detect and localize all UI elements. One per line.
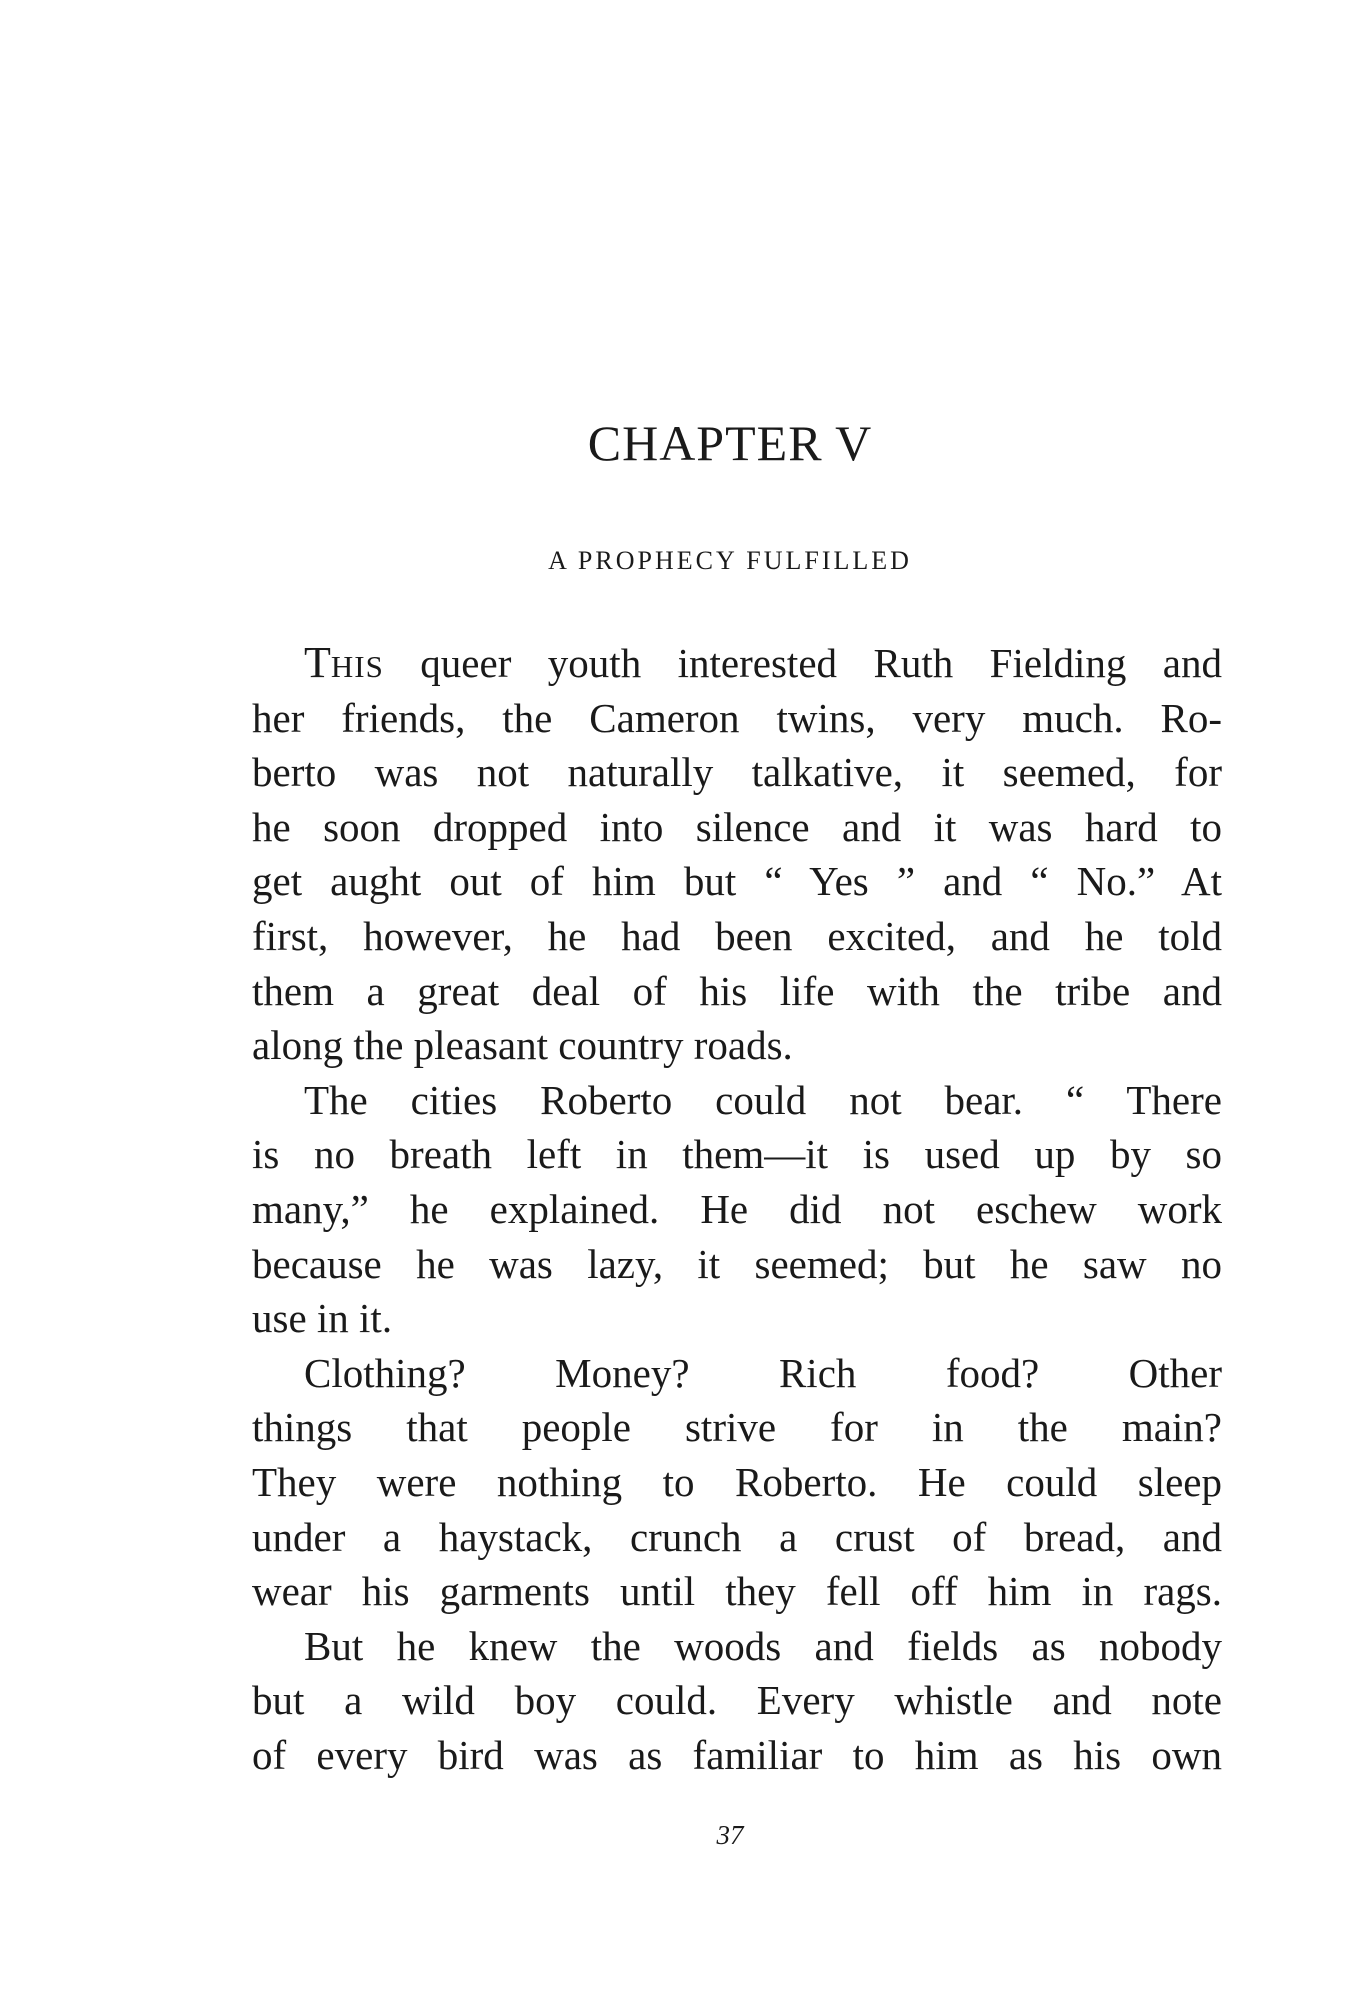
chapter-title: A PROPHECY FULFILLED [548, 546, 912, 575]
chapter-number: CHAPTER V [587, 415, 873, 471]
text-line: But he knew the woods and fields as nobody [304, 1622, 1222, 1669]
text-line: berto was not naturally talkative, it seemed, for [252, 749, 1222, 796]
text-line: They were nothing to Roberto. He could sleep [252, 1458, 1222, 1505]
text-line: her friends, the Cameron twins, very much. Ro- [252, 694, 1222, 741]
text-line: wear his garments until they fell off him in rags. [252, 1568, 1222, 1615]
text-line: is no breath left in them—it is used up by so [252, 1131, 1222, 1178]
initial-letter: T [304, 638, 331, 687]
small-caps-word: HIS [330, 649, 384, 684]
page-number: 37 [716, 1820, 744, 1850]
text-line [252, 636, 1222, 691]
text-line: first, however, he had been excited, and he told [252, 912, 1222, 959]
text-line: use in it. [252, 1295, 393, 1342]
text-line: many,” he explained. He did not eschew work [252, 1185, 1222, 1232]
text-line: things that people strive for in the main? [252, 1404, 1222, 1451]
text-line: get aught out of him but “ Yes ” and “ No.” At [252, 858, 1222, 905]
text-line: The cities Roberto could not bear. “ There [304, 1076, 1222, 1123]
text-line: because he was lazy, it seemed; but he saw no [252, 1240, 1222, 1287]
text-line-content: queer youth interested Ruth Fielding and [383, 640, 1222, 686]
text-line: but a wild boy could. Every whistle and note [252, 1677, 1222, 1724]
text-line: he soon dropped into silence and it was hard to [252, 803, 1222, 850]
text-line: Clothing? Money? Rich food? Other [304, 1349, 1222, 1396]
body-text [252, 636, 1222, 1782]
text-line: of every bird was as familiar to him as his own [252, 1731, 1222, 1778]
text-line: them a great deal of his life with the tribe and [252, 967, 1222, 1014]
text-line: under a haystack, crunch a crust of bread, and [252, 1513, 1222, 1560]
text-line: along the pleasant country roads. [252, 1022, 793, 1069]
